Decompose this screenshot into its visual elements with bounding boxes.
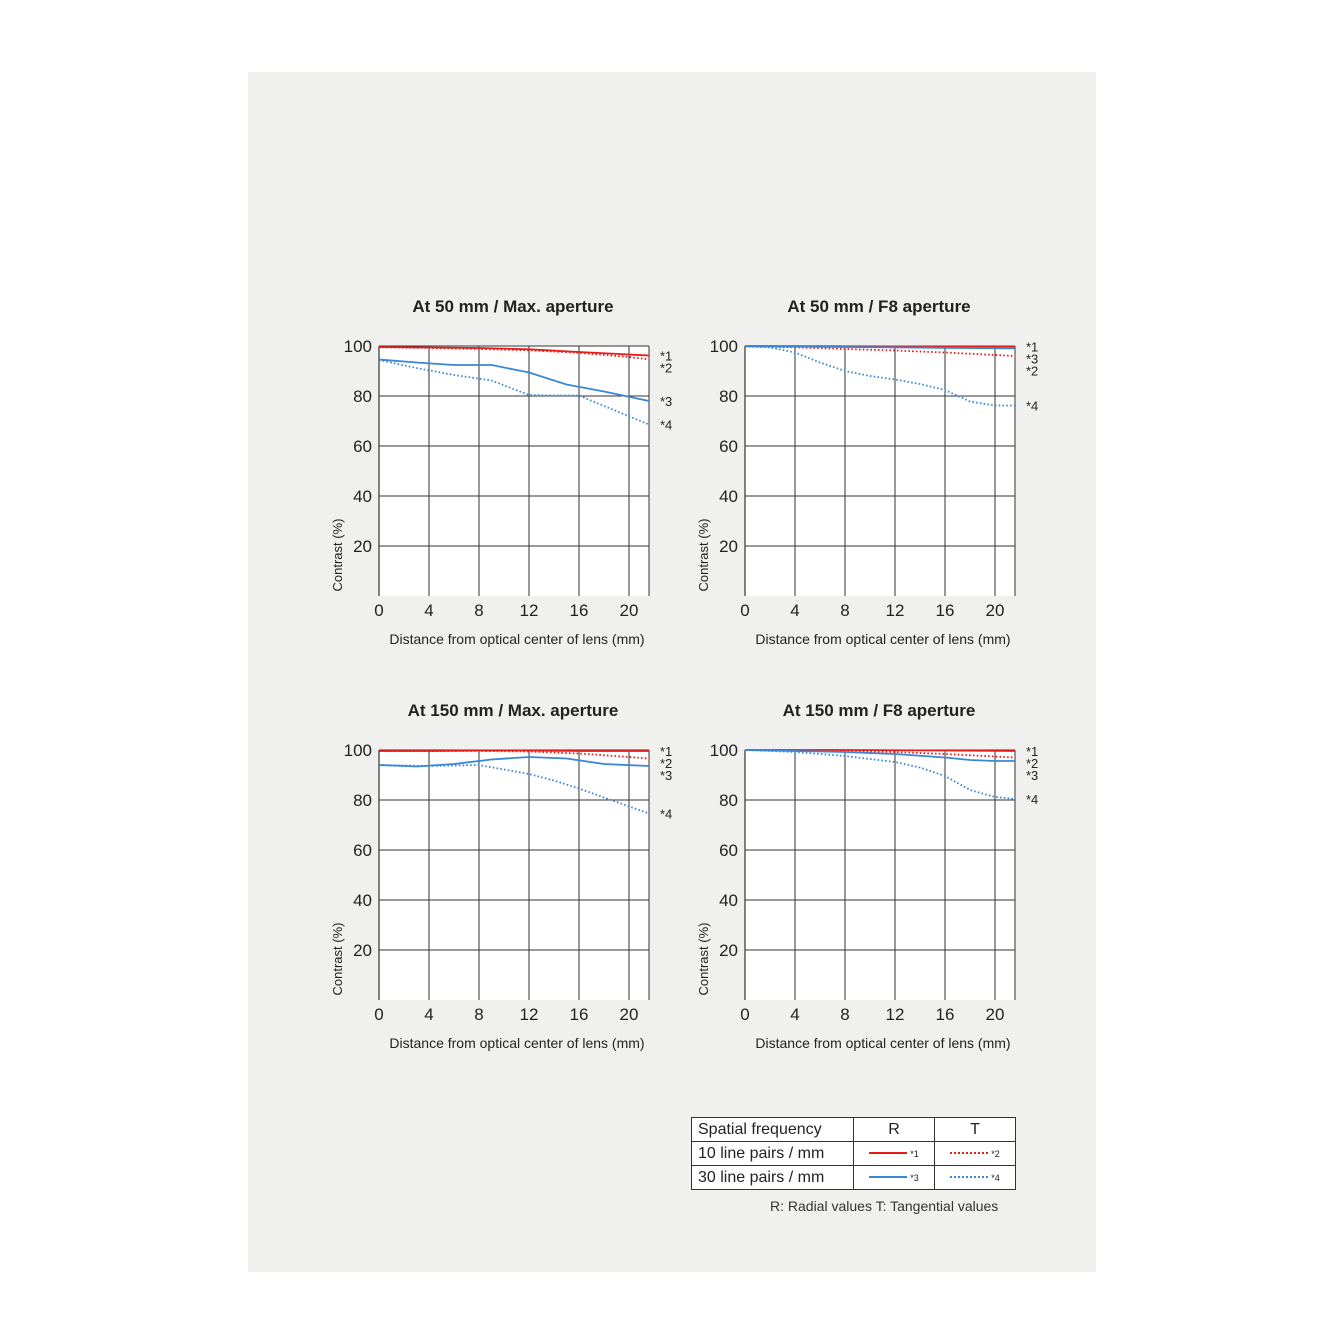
plot-area [379,750,649,1000]
legend-tag: *3 [910,1172,919,1183]
chart-title: At 150 mm / F8 aperture [782,701,976,720]
y-tick-label: 20 [719,537,738,556]
y-tick-label: 40 [353,891,372,910]
legend-swatch-r3 [854,1166,935,1190]
y-axis-label: Contrast (%) [330,518,345,592]
x-tick-label: 8 [840,1005,850,1024]
x-tick-label: 8 [840,601,850,620]
dotted-blue-line-swatch [950,1176,988,1178]
plot-area [745,346,1015,596]
legend-row-label: 10 line pairs / mm [692,1142,854,1166]
x-tick-label: 8 [474,601,484,620]
series-end-label: *1 [660,744,673,759]
dotted-red-line-swatch [950,1152,988,1154]
legend-header-row [692,1118,1016,1142]
x-tick-label: 12 [885,601,905,620]
legend-swatch-t2 [935,1142,1016,1166]
mtf-chart-4 [696,701,1038,1051]
x-axis-label: Distance from optical center of lens (mm) [389,631,645,647]
x-tick-label: 0 [374,601,384,620]
y-tick-label: 100 [343,741,372,760]
x-tick-label: 20 [985,601,1005,620]
series-end-label: *4 [1026,398,1039,414]
series-end-label: *1 [1026,339,1039,355]
series-end-label: *3 [660,768,673,783]
series-end-label: *1 [1026,744,1039,759]
legend-row-10lp [692,1142,1016,1166]
x-tick-label: 12 [519,601,539,620]
mtf-chart-2 [696,297,1038,647]
x-tick-label: 12 [519,1005,539,1024]
legend-table [691,1117,1016,1190]
series-end-label: *4 [660,806,673,822]
legend-header-r: R [854,1118,935,1142]
y-tick-label: 100 [709,741,738,760]
x-tick-label: 20 [985,1005,1005,1024]
series-end-label: *3 [1026,351,1039,367]
series-end-label: *4 [660,417,673,433]
x-tick-label: 16 [569,601,589,620]
legend-note: R: Radial values T: Tangential values [770,1198,999,1214]
series-end-label: *2 [660,756,673,771]
solid-red-line-swatch [869,1152,907,1154]
y-tick-label: 80 [353,791,372,810]
series-end-label: *3 [1026,768,1039,783]
legend-row-label: 30 line pairs / mm [692,1166,854,1190]
series-end-label: *4 [1026,792,1039,807]
x-tick-label: 20 [619,1005,639,1024]
y-tick-label: 80 [353,387,372,406]
x-axis-label: Distance from optical center of lens (mm) [389,1035,645,1051]
y-tick-label: 100 [709,337,738,356]
y-tick-label: 60 [719,841,738,860]
x-tick-label: 16 [935,1005,955,1024]
series-end-label: *1 [660,348,673,364]
legend-swatch-r1 [854,1142,935,1166]
x-tick-label: 4 [790,601,800,620]
x-tick-label: 0 [740,601,750,620]
chart-title: At 150 mm / Max. aperture [407,701,619,720]
legend-header-t: T [935,1118,1016,1142]
y-tick-label: 20 [353,941,372,960]
y-axis-label: Contrast (%) [330,922,345,996]
x-axis-label: Distance from optical center of lens (mm) [755,1035,1011,1051]
legend-tag: *4 [991,1172,1000,1183]
x-tick-label: 0 [374,1005,384,1024]
y-tick-label: 100 [343,337,372,356]
series-end-label: *2 [1026,363,1039,379]
x-tick-label: 8 [474,1005,484,1024]
chart-title: At 50 mm / Max. aperture [412,297,614,316]
legend-tag: *2 [991,1148,1000,1159]
mtf-chart-3 [330,701,672,1051]
x-tick-label: 0 [740,1005,750,1024]
y-tick-label: 60 [353,841,372,860]
x-tick-label: 16 [935,601,955,620]
solid-blue-line-swatch [869,1176,907,1178]
x-tick-label: 4 [790,1005,800,1024]
y-tick-label: 60 [353,437,372,456]
y-tick-label: 20 [719,941,738,960]
x-axis-label: Distance from optical center of lens (mm) [755,631,1011,647]
y-tick-label: 40 [719,891,738,910]
series-end-label: *2 [660,360,673,376]
legend-swatch-t4 [935,1166,1016,1190]
y-axis-label: Contrast (%) [696,922,711,996]
series-line-n1 [379,751,649,752]
y-tick-label: 40 [353,487,372,506]
x-tick-label: 16 [569,1005,589,1024]
y-tick-label: 20 [353,537,372,556]
mtf-chart-1 [330,297,672,647]
chart-title: At 50 mm / F8 aperture [787,297,971,316]
series-end-label: *2 [1026,756,1039,771]
y-tick-label: 80 [719,791,738,810]
legend-header-label: Spatial frequency [692,1118,854,1142]
x-tick-label: 20 [619,601,639,620]
x-tick-label: 4 [424,601,434,620]
y-tick-label: 40 [719,487,738,506]
legend-row-30lp [692,1166,1016,1190]
series-end-label: *3 [660,394,673,409]
y-tick-label: 60 [719,437,738,456]
plot-area [379,346,649,596]
x-tick-label: 12 [885,1005,905,1024]
y-tick-label: 80 [719,387,738,406]
y-axis-label: Contrast (%) [696,518,711,592]
legend-tag: *1 [910,1148,919,1159]
x-tick-label: 4 [424,1005,434,1024]
plot-area [745,750,1015,1000]
